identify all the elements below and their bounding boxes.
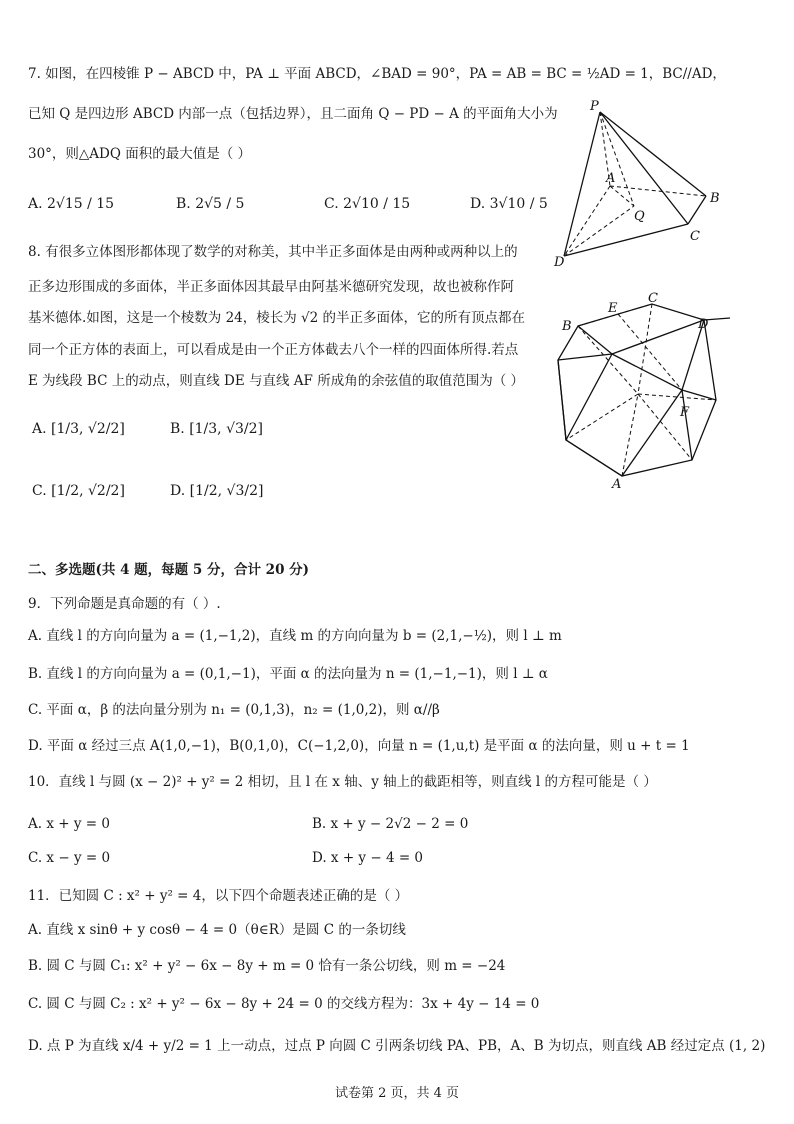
q9-option-d[interactable]: D. 平面 α 经过三点 A(1,0,−1)，B(0,1,0)，C(−1,2,0)，向量 n = (1,u,t) 是平面 α 的法向量，则 u + t = 1 bbox=[28, 738, 690, 754]
q7-option-c[interactable]: C. 2√10 / 15 bbox=[324, 196, 411, 212]
q8-line-4: 同一个正方体的表面上，可以看成是由一个正方体截去八个一样的四面体所得.若点 bbox=[28, 342, 519, 358]
q10-option-a[interactable]: A. x + y = 0 bbox=[28, 816, 110, 832]
q8-label-c: C bbox=[648, 291, 658, 306]
q8-line-5: E 为线段 BC 上的动点，则直线 DE 与直线 AF 所成角的余弦值的取值范围为（ ） bbox=[28, 373, 524, 389]
q9-option-c[interactable]: C. 平面 α，β 的法向量分别为 n₁ = (0,1,3)，n₂ = (1,0,2)，则 α//β bbox=[28, 702, 440, 718]
q10-option-d[interactable]: D. x + y − 4 = 0 bbox=[312, 850, 424, 866]
q7-option-b[interactable]: B. 2√5 / 5 bbox=[176, 196, 245, 212]
q8-option-a[interactable]: A. [1/3, √2/2] bbox=[32, 421, 125, 437]
q8-line-1: 8. 有很多立体图形都体现了数学的对称美，其中半正多面体是由两种或两种以上的 bbox=[28, 244, 518, 260]
q10-stem: 10．直线 l 与圆 (x − 2)² + y² = 2 相切，且 l 在 x 轴、y 轴上的截距相等，则直线 l 的方程可能是（ ） bbox=[28, 774, 657, 790]
q11-option-c[interactable]: C. 圆 C 与圆 C₂ : x² + y² − 6x − 8y + 24 = 0 的交线方程为：3x + 4y − 14 = 0 bbox=[28, 996, 540, 1012]
q8-label-e: E bbox=[608, 301, 618, 316]
q9-stem: 9．下列命题是真命题的有（ ）. bbox=[28, 596, 221, 612]
q8-line-3: 基米德体.如图，这是一个棱数为 24，棱长为 √2 的半正多面体，它的所有顶点都在 bbox=[28, 310, 526, 326]
page-footer: 试卷第 2 页，共 4 页 bbox=[334, 1086, 460, 1101]
q8-line-2: 正多边形围成的多面体，半正多面体因其最早由阿基米德研究发现，故也被称作阿 bbox=[28, 279, 514, 295]
q7-label-q: Q bbox=[634, 209, 645, 224]
q7-line-2: 已知 Q 是四边形 ABCD 内部一点（包括边界），且二面角 Q − PD − A 的平面角大小为 bbox=[28, 106, 558, 122]
q8-option-b[interactable]: B. [1/3, √3/2] bbox=[170, 421, 263, 437]
q7-label-p: P bbox=[590, 99, 599, 114]
q7-option-d[interactable]: D. 3√10 / 5 bbox=[470, 196, 548, 212]
q8-label-a: A bbox=[612, 477, 622, 490]
q8-label-f: F bbox=[680, 405, 690, 420]
q7-pyramid-figure bbox=[548, 96, 748, 271]
q7-label-a: A bbox=[606, 171, 616, 186]
q9-option-b[interactable]: B. 直线 l 的方向向量为 a = (0,1,−1)，平面 α 的法向量为 n = (1,−1,−1)，则 l ⊥ α bbox=[28, 666, 548, 682]
q9-option-a[interactable]: A. 直线 l 的方向向量为 a = (1,−1,2)，直线 m 的方向向量为 b = (2,1,−½)，则 l ⊥ m bbox=[28, 628, 562, 644]
q8-polyhedron-figure bbox=[548, 290, 748, 490]
q8-option-d[interactable]: D. [1/2, √3/2] bbox=[170, 483, 264, 499]
q7-label-d: D bbox=[554, 255, 565, 270]
q7-line-3: 30°，则△ADQ 面积的最大值是（ ） bbox=[28, 146, 252, 162]
q8-label-b: B bbox=[562, 319, 572, 334]
q11-option-a[interactable]: A. 直线 x sinθ + y cosθ − 4 = 0（θ∈R）是圆 C 的一条切线 bbox=[28, 922, 406, 938]
q7-option-a[interactable]: A. 2√15 / 15 bbox=[28, 196, 115, 212]
q8-label-d: D bbox=[698, 317, 709, 332]
q11-option-b[interactable]: B. 圆 C 与圆 C₁: x² + y² − 6x − 8y + m = 0 恰有一条公切线，则 m = −24 bbox=[28, 958, 506, 974]
q10-option-c[interactable]: C. x − y = 0 bbox=[28, 850, 111, 866]
q8-option-c[interactable]: C. [1/2, √2/2] bbox=[32, 483, 125, 499]
q7-label-b: B bbox=[710, 191, 720, 206]
q11-option-d[interactable]: D. 点 P 为直线 x/4 + y/2 = 1 上一动点，过点 P 向圆 C 引两条切线 PA、PB，A、B 为切点，则直线 AB 经过定点 (1, 2) bbox=[28, 1038, 766, 1054]
q10-option-b[interactable]: B. x + y − 2√2 − 2 = 0 bbox=[312, 816, 469, 832]
q7-line-1: 7. 如图，在四棱锥 P − ABCD 中，PA ⊥ 平面 ABCD，∠BAD = 90°，PA = AB = BC = ½AD = 1，BC//AD， bbox=[28, 66, 726, 82]
q7-label-c: C bbox=[690, 229, 700, 244]
q11-stem: 11．已知圆 C : x² + y² = 4，以下四个命题表述正确的是（ ） bbox=[28, 888, 409, 904]
section-2-title: 二、多选题(共 4 题，每题 5 分，合计 20 分) bbox=[28, 562, 310, 578]
